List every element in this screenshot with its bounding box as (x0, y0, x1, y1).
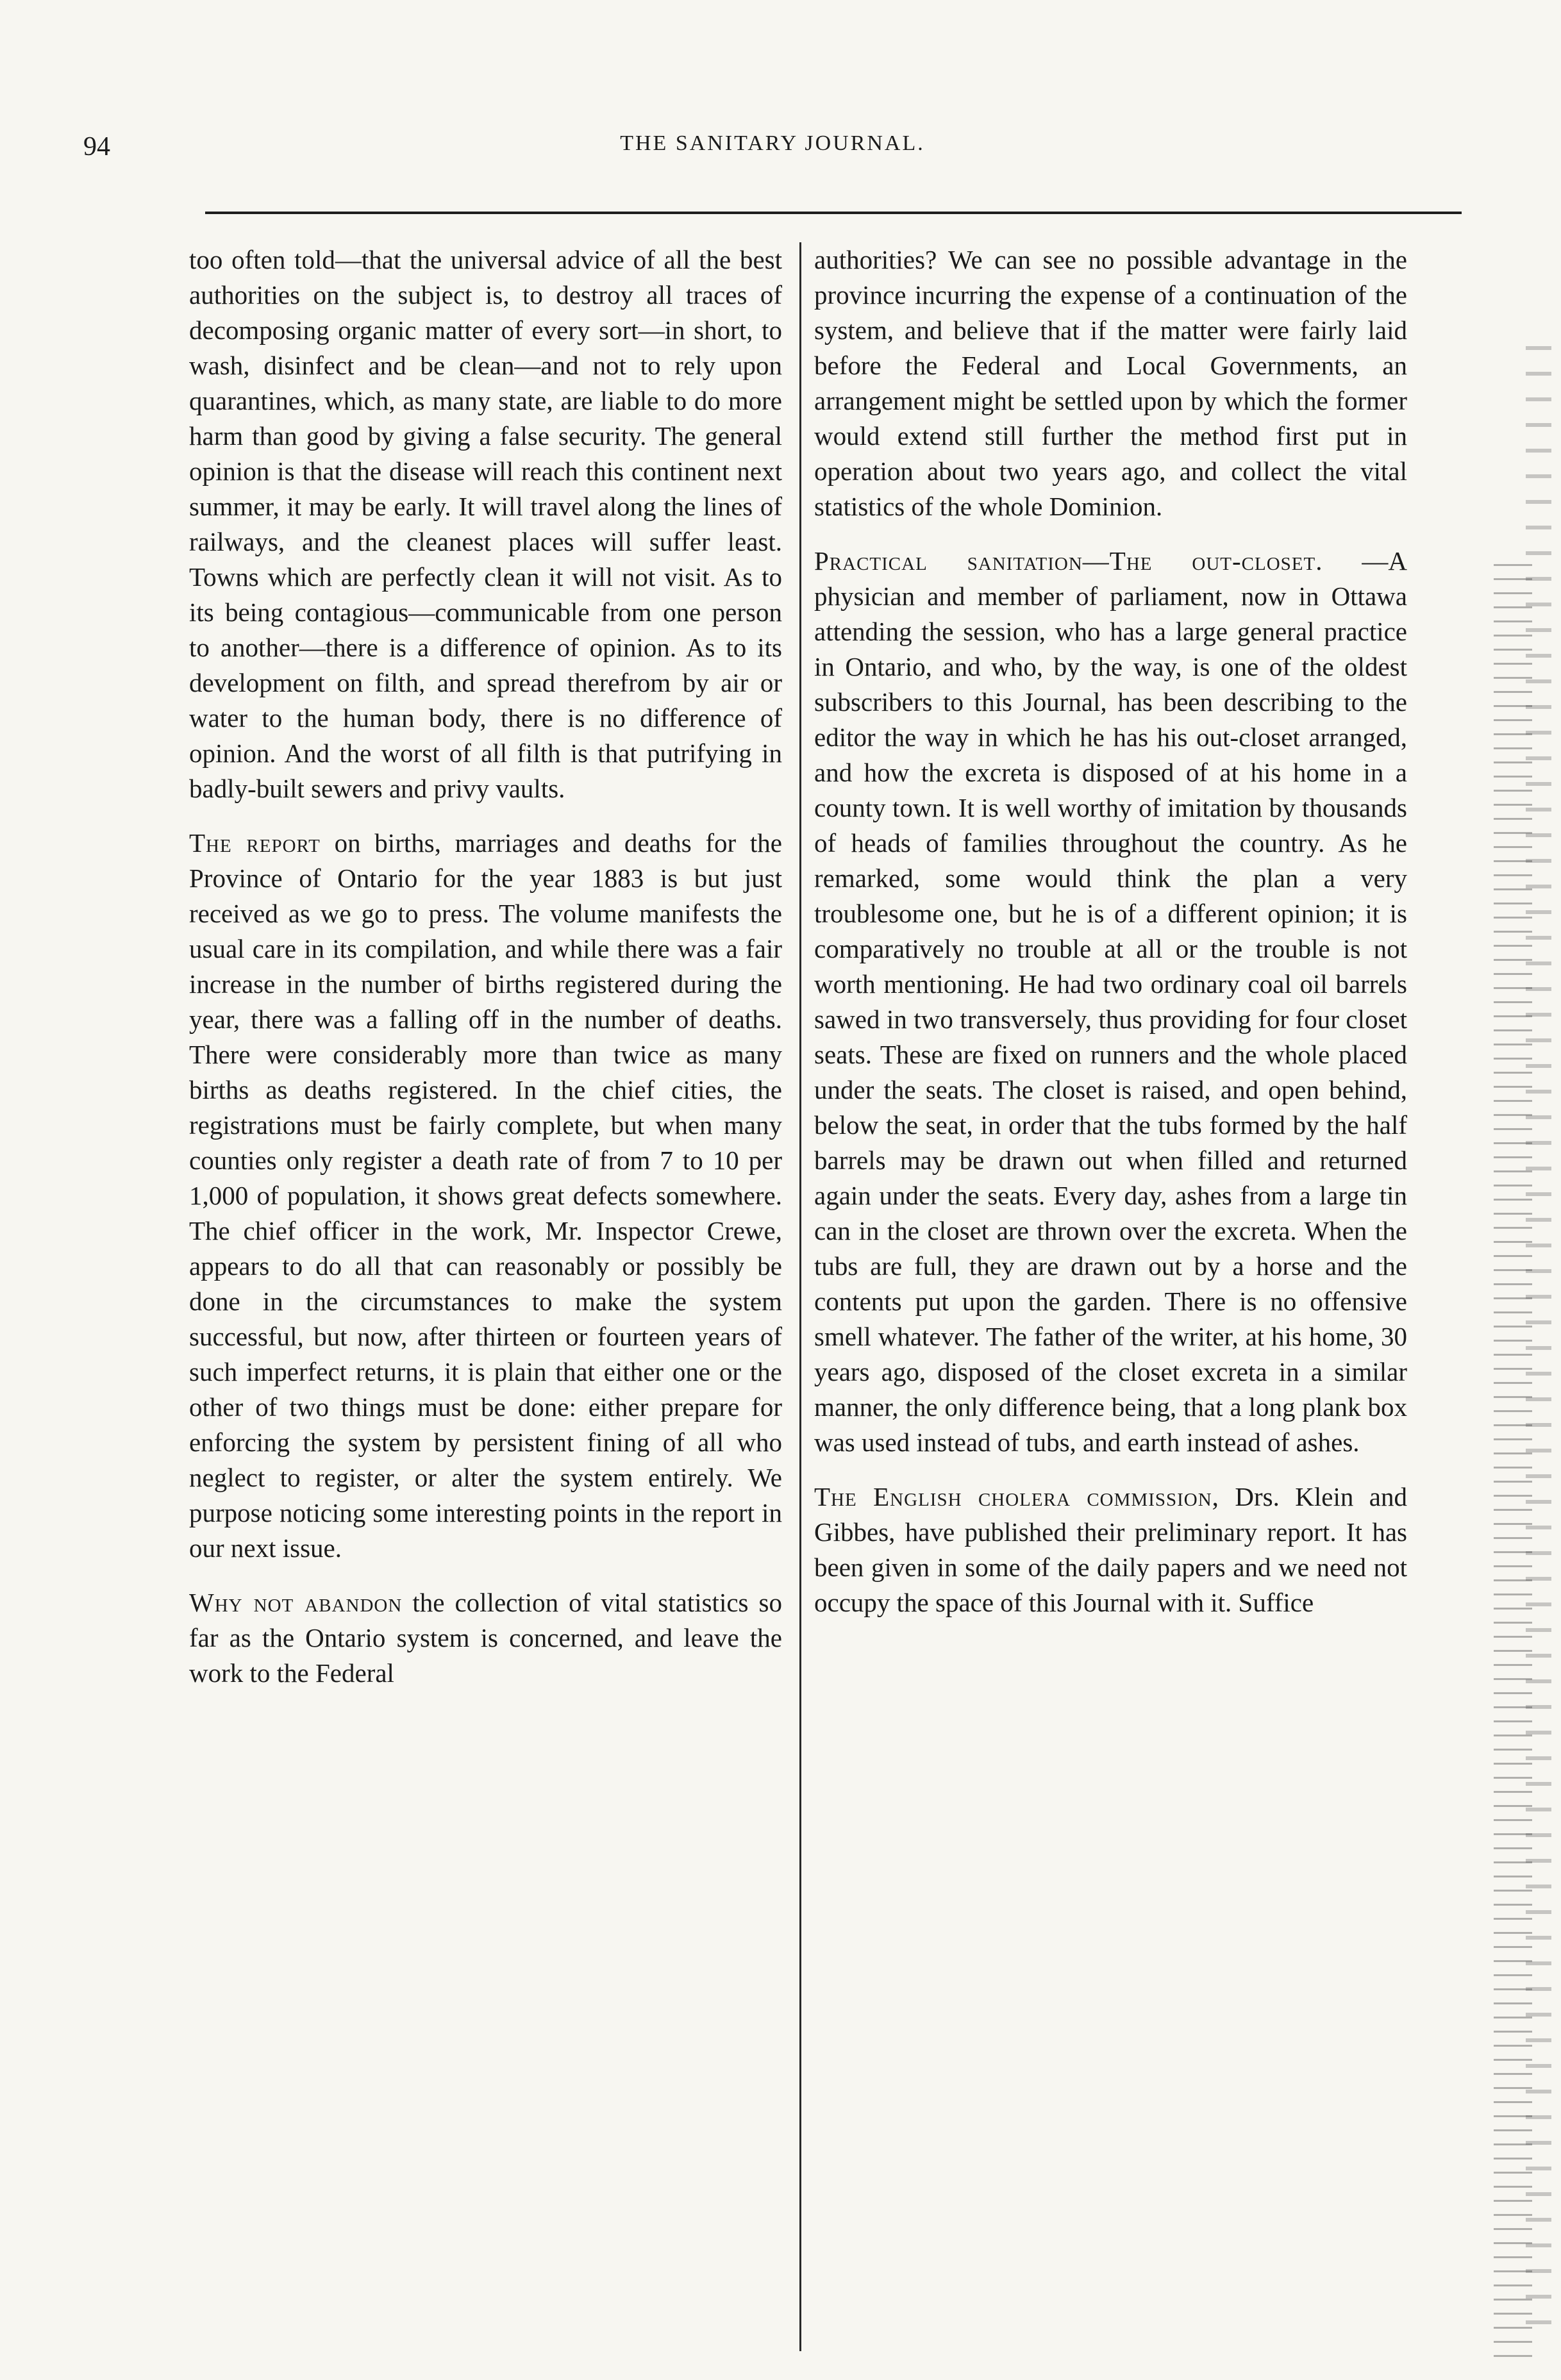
running-title: THE SANITARY JOURNAL. (620, 131, 925, 155)
paragraph-lead: The report (189, 828, 321, 858)
page-header (83, 131, 1462, 170)
right-column (814, 242, 1407, 1640)
paragraph-lead: Practical sanitation—The out-closet. (814, 546, 1323, 576)
paragraph-body: the collection of vital statistics so far as the Ontario system is concerned, and leave the work to the Federal (189, 1588, 782, 1688)
paragraph-body: Drs. Klein and Gibbes, have published their preliminary report. It has been given in some of the daily papers and we need not occupy the space of this Journal with it. Suffice (814, 1482, 1407, 1617)
paragraph-cholera-commission (814, 1479, 1407, 1620)
paragraph-lead: Why not abandon (189, 1588, 403, 1617)
paragraph-ontario-report (189, 826, 782, 1566)
paragraph-lead: The English cholera commission, (814, 1482, 1219, 1511)
paragraph-vital-statistics (189, 1585, 782, 1691)
scan-edge-marks (1526, 346, 1551, 2333)
page-number: 94 (83, 132, 110, 162)
column-divider (799, 242, 801, 2351)
left-column (189, 242, 782, 1710)
paragraph-federal-authorities: authorities? We can see no possible advantage in the province incurring the expense of a continuation of the system, and believe that if the matter were fairly laid before the Federal and Local Governments, an arrangement might be settled upon by which the former would extend still further the method first put in operation about two years ago, and collect the vital statistics of the whole Dominion. (814, 245, 1407, 521)
header-rule (205, 212, 1462, 214)
paragraph-body: on births, marriages and deaths for the Province of Ontario for the year 1883 is but just received as we go to press. The volume manifests the usual care in its compilation, and while there was a fair increase in the number of births registered during the year, there was a falling off in the number of deaths. There were considerably more than twice as many births as deaths registered. In the chief cities, the registrations must be fairly complete, but when many counties only register a death rate of from 7 to 10 per 1,000 of population, it shows great defects somewhere. The chief officer in the work, Mr. Inspector Crewe, appears to do all that can reasonably or possibly be done in the circumstances to make the system successful, but now, after thirteen or fourteen years of such imperfect returns, it is plain that either one or the other of two things must be done: either prepare for enforcing the system by persistent fining of all who neglect to register, or alter the system entirely. We purpose noticing some interesting points in the report in our next issue. (189, 828, 782, 1563)
paragraph-body: —A physician and member of parliament, now in Ottawa attending the session, who has a large general practice in Ontario, and who, by the way, is one of the oldest subscribers to this Journal, has been describing to the editor the way in which he has his out-closet arranged, and how the excreta is disposed of at his home in a county town. It is well worthy of imitation by thousands of heads of families throughout the country. As he remarked, some would think the plan a very troublesome one, but he is of a different opinion; it is comparatively no trouble at all or the trouble is not worth mentioning. He had two ordinary coal oil barrels sawed in two transversely, thus providing for four closet seats. These are fixed on runners and the whole placed under the seats. The closet is raised, and open behind, below the seat, in order that the tubs formed by the half barrels may be drawn out when filled and returned again under the seats. Every day, ashes from a large tin can in the closet are thrown over the excreta. When the tubs are full, they are drawn out by a horse and the contents put upon the garden. There is no offensive smell whatever. The father of the writer, at his home, 30 years ago, disposed of the closet excreta in a similar manner, the only difference being, that a long plank box was used instead of tubs, and earth instead of ashes. (814, 546, 1407, 1457)
paragraph-universal-advice: too often told—that the universal advice of all the best authorities on the subject is, to destroy all traces of decomposing organic matter of every sort—in short, to wash, disinfect and be clean—and not to rely upon quarantines, which, as many state, are liable to do more harm than good by giving a false security. The general opinion is that the disease will reach this continent next summer, it may be early. It will travel along the lines of railways, and the cleanest places will suffer least. Towns which are perfectly clean it will not visit. As to its being contagious—communicable from one person to another—there is a difference of opinion. As to its development on filth, and spread therefrom by air or water to the human body, there is no difference of opinion. And the worst of all filth is that putrifying in badly-built sewers and privy vaults. (189, 245, 782, 803)
paragraph-out-closet (814, 544, 1407, 1460)
